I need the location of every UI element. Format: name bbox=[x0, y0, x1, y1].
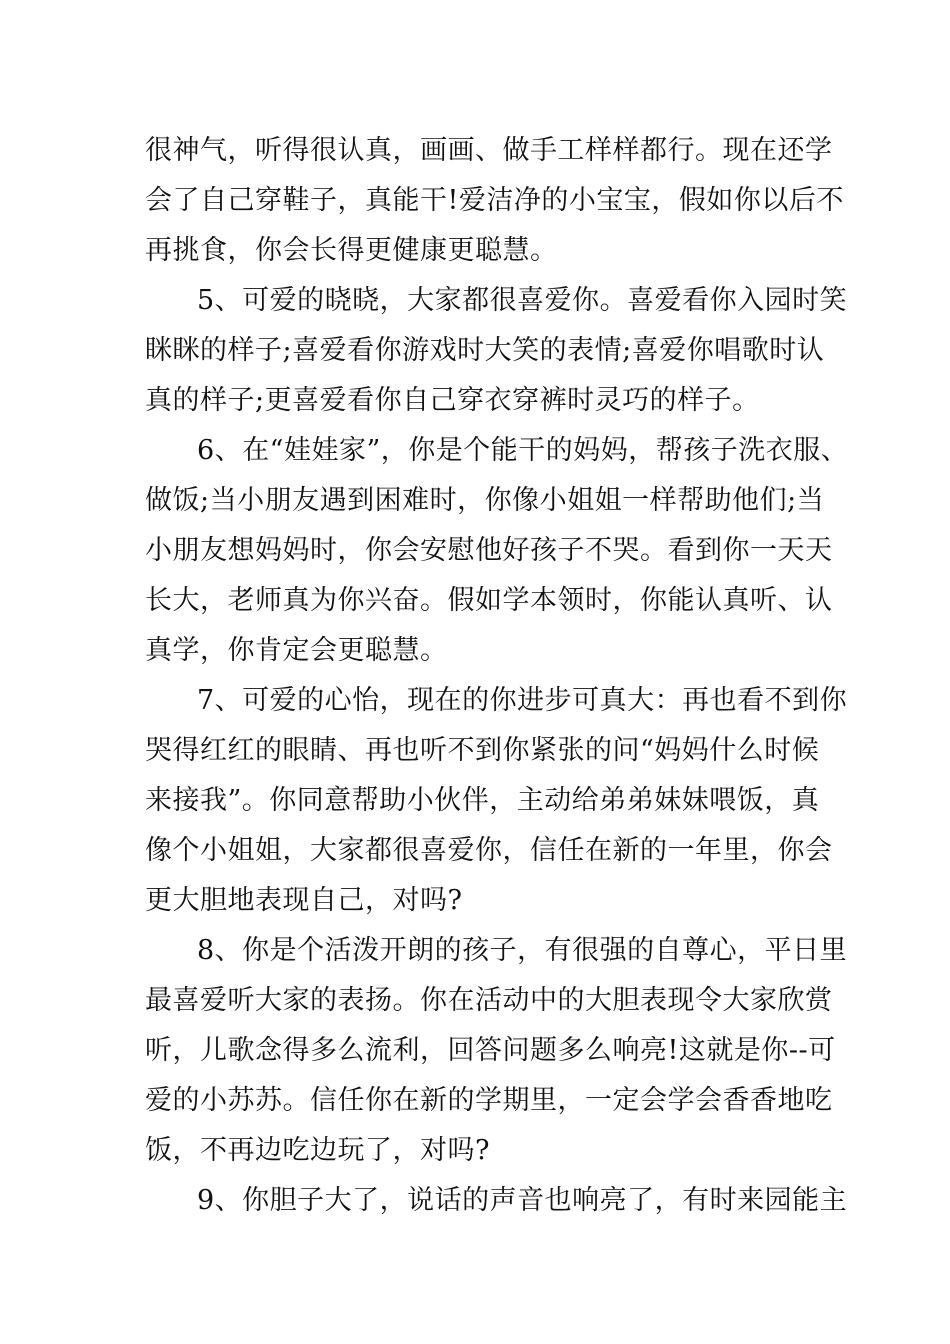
text-line: 再挑食，你会长得更健康更聪慧。 bbox=[145, 235, 558, 266]
text-line: 小朋友想妈妈时，你会安慰他好孩子不哭。看到你一天天 bbox=[145, 535, 833, 566]
text-line: 哭得红红的眼睛、再也听不到你紧张的问“妈妈什么时候 bbox=[145, 735, 820, 766]
document-body bbox=[145, 126, 849, 1226]
paragraph-first-line: 6、在“娃娃家”，你是个能干的妈妈，帮孩子洗衣服、 bbox=[197, 435, 849, 466]
paragraph-first-line: 9、你胆子大了，说话的声音也响亮了，有时来园能主 bbox=[197, 1185, 848, 1216]
paragraph-first-line: 7、可爱的心怡，现在的你进步可真大：再也看不到你 bbox=[197, 685, 848, 716]
text-line: 做饭;当小朋友遇到困难时，你像小姐姐一样帮助他们;当 bbox=[145, 485, 825, 516]
text-line: 来接我”。你同意帮助小伙伴，主动给弟弟妹妹喂饭，真 bbox=[145, 785, 820, 816]
text-line: 真学，你肯定会更聪慧。 bbox=[145, 635, 448, 666]
text-line: 饭，不再边吃边玩了，对吗? bbox=[145, 1135, 490, 1166]
text-line: 最喜爱听大家的表扬。你在活动中的大胆表现令大家欣赏 bbox=[145, 985, 833, 1016]
text-line: 眯眯的样子;喜爱看你游戏时大笑的表情;喜爱你唱歌时认 bbox=[145, 335, 825, 366]
paragraph-first-line: 5、可爱的晓晓，大家都很喜爱你。喜爱看你入园时笑 bbox=[197, 285, 848, 316]
text-line: 真的样子;更喜爱看你自己穿衣穿裤时灵巧的样子。 bbox=[145, 385, 760, 416]
text-line: 爱的小苏苏。信任你在新的学期里，一定会学会香香地吃 bbox=[145, 1085, 833, 1116]
paragraph-first-line: 8、你是个活泼开朗的孩子，有很强的自尊心，平日里 bbox=[197, 935, 848, 966]
text-line: 长大，老师真为你兴奋。假如学本领时，你能认真听、认 bbox=[145, 585, 833, 616]
text-line: 会了自己穿鞋子，真能干!爱洁净的小宝宝，假如你以后不 bbox=[145, 185, 844, 216]
text-line: 很神气，听得很认真，画画、做手工样样都行。现在还学 bbox=[145, 135, 833, 166]
text-line: 像个小姐姐，大家都很喜爱你，信任在新的一年里，你会 bbox=[145, 835, 833, 866]
text-line: 听，儿歌念得多么流利，回答问题多么响亮!这就是你--可 bbox=[145, 1035, 836, 1066]
text-line: 更大胆地表现自己，对吗? bbox=[145, 885, 463, 916]
